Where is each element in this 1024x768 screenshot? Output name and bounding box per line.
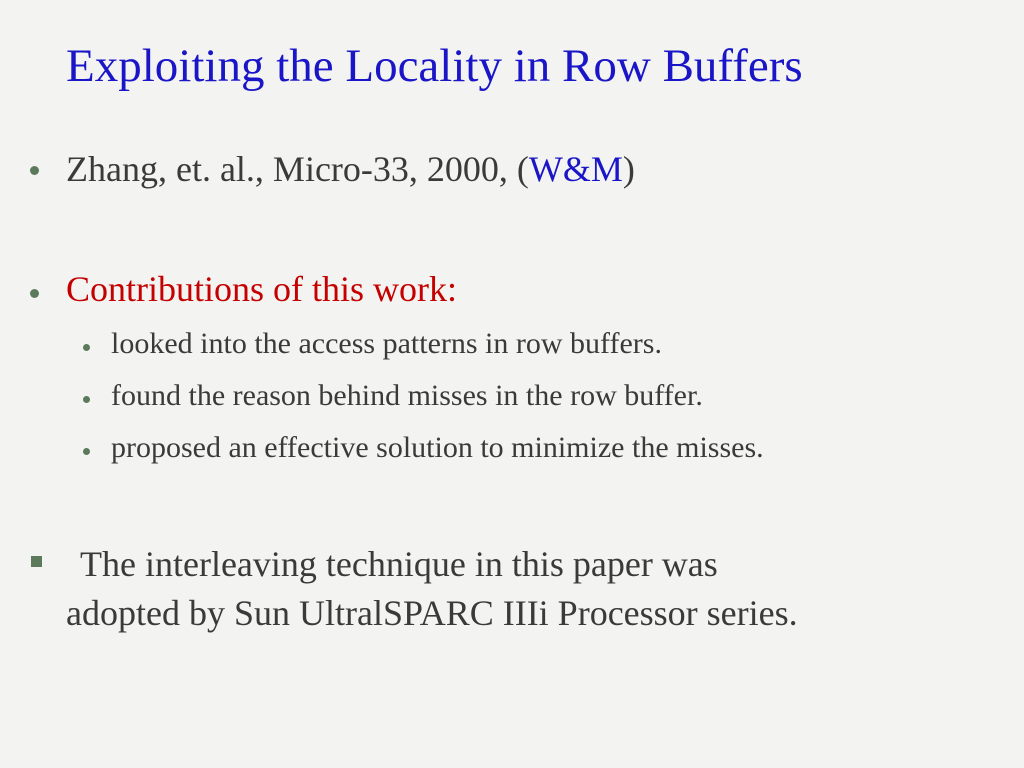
adoption-line-2: adopted by Sun UltralSPARC IIIi Processor series. [66, 593, 798, 633]
contributions-heading: Contributions of this work: [66, 269, 458, 309]
contribution-item: looked into the access patterns in row buffers. [111, 327, 662, 360]
slide-title: Exploiting the Locality in Row Buffers [66, 40, 803, 92]
reference-line [66, 147, 635, 191]
square-bullet-icon [31, 556, 42, 567]
sub-bullet-dot-icon [83, 344, 90, 351]
bullet-dot-icon [30, 166, 39, 175]
sub-bullet-dot-icon [83, 448, 90, 455]
wm-link[interactable]: W&M [528, 149, 623, 189]
contribution-item: found the reason behind misses in the row buffer. [111, 379, 703, 412]
reference-close-paren: ) [622, 149, 635, 189]
sub-bullet-dot-icon [83, 396, 90, 403]
adoption-line-1: The interleaving technique in this paper was [80, 544, 718, 584]
contribution-item: proposed an effective solution to minimize the misses. [111, 431, 764, 464]
bullet-dot-icon [30, 289, 39, 298]
reference-text: Zhang, et. al., Micro-33, 2000, ( [66, 149, 529, 189]
